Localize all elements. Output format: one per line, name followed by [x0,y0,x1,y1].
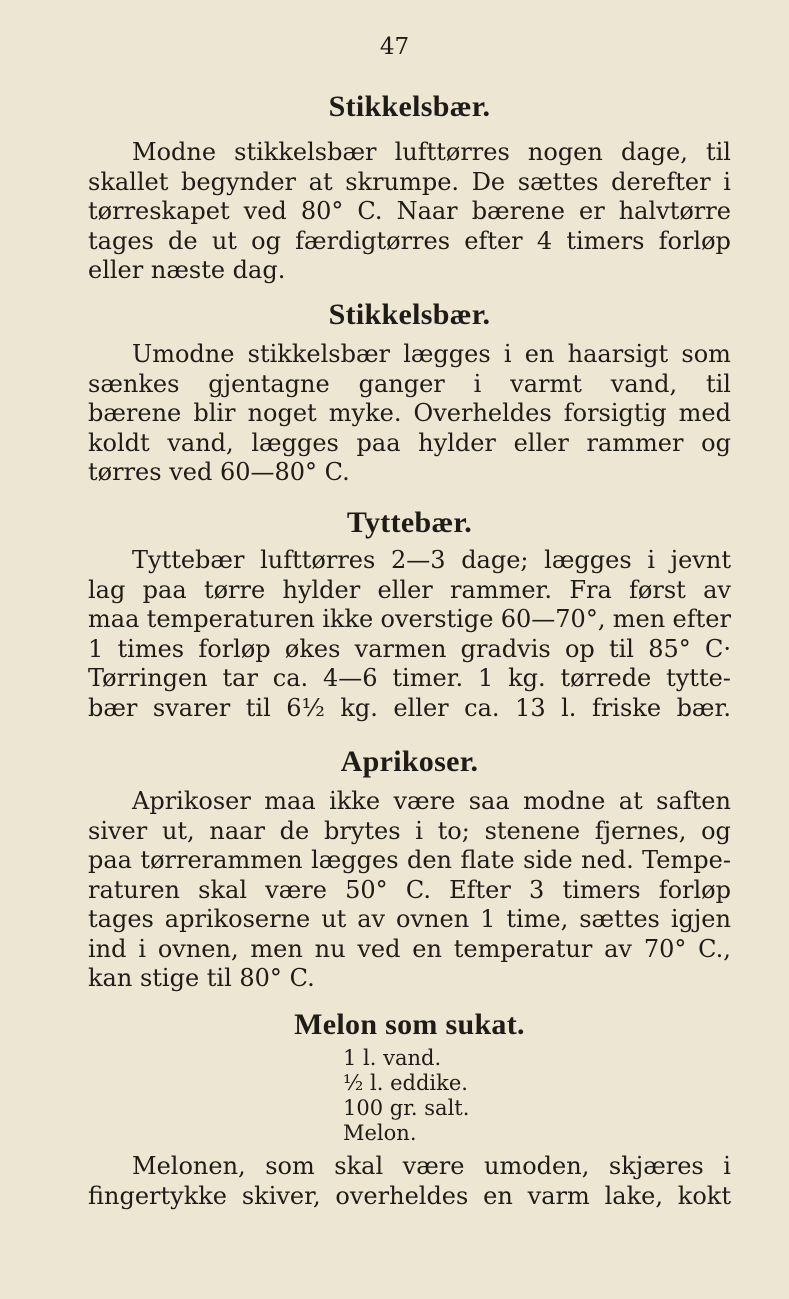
ingredient-item: 1 l. vand. [343,1046,442,1070]
word: til [705,138,731,166]
word: lægges [544,546,632,574]
word: med [678,399,731,427]
word: side [523,846,573,874]
word: C., [698,934,731,963]
word: to; [437,816,470,845]
word: paa [88,846,132,874]
ingredient-item: 100 gr. salt. [343,1096,470,1120]
word: brytes [323,816,401,845]
text-line: kan stige til 80° C. [88,964,315,992]
word: 85° [648,634,691,663]
section-aprikoser [88,745,731,994]
word: modne [523,787,606,815]
word: Naar [396,197,458,225]
word: temperaturen [146,605,315,633]
word: at [618,787,643,815]
word: til [608,634,634,663]
word: i [415,816,423,845]
word: varm [527,1181,590,1210]
word: hylder [418,428,496,457]
word: haarsigt [567,340,669,368]
word: C. [357,197,383,225]
word: av [357,905,386,933]
word: 13 [515,693,546,722]
word: stenene [484,816,581,845]
text-line [88,935,731,965]
word: vand, [167,428,234,457]
word: til [245,693,271,722]
word: Fra [569,575,612,604]
word: maa [264,787,316,815]
word: færdigtørres [295,226,451,255]
word: skiver, [241,1181,321,1210]
word: maa [88,605,140,633]
word: økes [284,634,341,663]
word: koldt [88,428,150,457]
word: time, [506,905,569,933]
text-line: eller næste dag. [88,256,286,284]
word: Overheldes [413,399,552,427]
text-line [88,905,731,935]
word: ikke [322,605,374,633]
word: av [604,934,632,963]
text-line [88,664,731,694]
word: til [705,369,731,398]
word: tørrede [560,664,652,692]
word: lufttørres [260,546,376,574]
word: umoden, [484,1152,590,1180]
word: rammer. [450,575,553,604]
word: skrumpe. [345,167,460,196]
word: være [402,1152,465,1180]
word: saften [656,787,731,815]
word: timers [566,226,645,255]
word: forsigtig [563,399,667,427]
word: Aprikoser [132,787,251,815]
section-heading: Melon som sukat. [294,1008,525,1041]
word: være [393,787,456,815]
word: vand, [610,369,678,398]
word: i [647,546,655,574]
word: tages [88,226,154,255]
word: lufttørres [394,138,510,166]
word: saa [468,787,510,815]
word: en [524,340,555,368]
word: ikke [329,787,381,815]
word: timer. [392,664,464,692]
word: tørre [203,575,266,604]
word: Efter [449,875,511,904]
text-line [88,694,731,724]
word: forløp [658,875,731,904]
text-line [88,846,731,876]
word: dage, [620,138,688,166]
word: kg. [508,664,546,692]
word: bærene [88,399,182,427]
word: men [250,934,303,963]
word: eller [513,428,569,457]
section-heading: Stikkelsbær. [328,298,491,331]
word: dage; [461,546,529,574]
word: gjentagne [208,369,330,398]
word: De [471,167,506,196]
text-line [88,399,731,429]
word: myke. [328,399,402,427]
word: svarer [152,693,231,722]
word: igjen [670,905,731,933]
word: og [701,816,731,845]
word: de [279,816,310,845]
word: ca. [464,693,500,722]
word: paa [142,575,187,604]
word: fingertykke [88,1181,227,1210]
word: begynder [181,167,297,196]
word: Tørringen [88,664,208,692]
word: fjernes, [594,816,687,845]
word: lægges [311,846,399,874]
word: eller [377,575,433,604]
word: av [703,575,731,604]
word: overstige [380,605,494,633]
text-line [88,138,731,168]
text-line [88,876,731,906]
word: skjæres [608,1152,704,1180]
section-stikkelsbaer-modne [88,90,731,286]
word: skallet [88,167,169,196]
section-melon-som-sukat [88,1008,731,1211]
word: i [473,369,482,398]
word: Tempe- [642,846,731,874]
word: 3 [529,875,545,904]
section-heading: Tyttebær. [346,506,473,539]
section-heading: Stikkelsbær. [328,90,491,123]
word: ca. [272,664,309,692]
word: lægges [403,340,491,368]
word: 4 [536,226,553,255]
word: først [629,575,686,604]
word: 1 [480,905,496,933]
word: derefter [611,167,711,196]
word: ovnen, [157,934,239,963]
word: times [117,634,185,663]
word: i [503,340,512,368]
text-line [88,197,731,227]
word: en [412,934,442,963]
word: C· [705,634,731,663]
text-line [88,576,731,606]
word: hylder [282,575,361,604]
text-line [88,340,731,370]
word: de [168,226,198,255]
word: som [681,340,731,368]
word: kg. [340,693,378,722]
word: timers [562,875,641,904]
word: stikkelsbær [247,340,390,368]
word: 70° [643,934,687,963]
text-line: tørres ved 60—80° C. [88,458,350,486]
word: tytte- [666,664,731,692]
section-stikkelsbaer-umodne [88,298,731,488]
text-line [88,370,731,400]
word: og [701,428,731,457]
word: forløp [658,226,731,255]
word: siver [88,816,148,845]
word: forløp [198,634,271,663]
text-line [88,227,731,257]
word: naar [209,816,265,845]
word: lake, [604,1181,663,1210]
word: 1 [88,634,104,663]
section-tyttebaer [88,506,731,723]
word: friske [591,693,662,722]
word: aprikoserne [164,905,311,933]
word: Umodne [132,340,235,368]
word: 80° [300,197,344,225]
word: noget [247,399,317,427]
word: nu [314,934,346,963]
word: bær. [676,693,731,722]
text-line [88,635,731,665]
word: raturen [88,875,181,904]
word: ved [243,197,287,225]
word: flate [460,846,515,874]
word: kokt [677,1181,731,1210]
word: 6½ [286,693,325,722]
word: tar [222,664,258,692]
word: 1 [477,664,494,692]
word: blir [193,399,236,427]
word: 2—3 [390,546,446,574]
word: gradvis [460,634,551,663]
text-line [88,546,731,576]
word: bær [88,693,138,722]
word: en [483,1181,513,1210]
word: Melonen, [132,1152,246,1180]
word: ned. [581,846,634,874]
ingredient-item: ½ l. eddike. [343,1071,468,1095]
word: Modne [132,138,217,166]
word: ganger [358,369,445,398]
text-line [88,605,731,635]
word: ved [357,934,401,963]
word: paa [356,428,401,457]
word: ut [321,905,347,933]
word: ut [211,226,237,255]
word: ind [88,934,127,963]
word: tørreskapet [88,197,230,225]
word: varmt [510,369,582,398]
word: efter [672,605,731,633]
word: halvtørre [618,197,731,225]
text-line [88,429,731,459]
text-line [88,1152,731,1182]
word: tages [88,905,154,933]
section-heading: Aprikoser. [340,745,479,778]
word: nogen [527,138,603,166]
word: i [138,934,146,963]
word: tørrerammen [140,846,303,874]
word: er [578,197,605,225]
word: i [723,1152,731,1180]
ingredient-list [343,1046,731,1146]
word: Tyttebær [132,546,245,574]
word: stikkelsbær [234,138,377,166]
word: den [406,846,453,874]
text-line [88,787,731,817]
word: og [251,226,281,255]
word: jevnt [670,546,731,574]
word: varmen [354,634,447,663]
word: bærene [471,197,565,225]
word: C. [405,875,431,904]
text-line [88,1182,731,1212]
text-line [88,168,731,198]
text-line [88,817,731,847]
word: 50° [345,875,388,904]
word: eller [393,693,449,722]
word: op [564,634,595,663]
word: efter [464,226,523,255]
word: sænkes [88,369,180,398]
word: men [612,605,666,633]
word: sættes [579,905,660,933]
word: ut, [161,816,195,845]
word: overheldes [335,1181,469,1210]
word: rammer [586,428,684,457]
word: temperatur [453,934,593,963]
word: være [265,875,327,904]
word: l. [561,693,577,722]
word: i [723,167,731,196]
ingredient-item: Melon. [343,1121,417,1145]
word: at [308,167,333,196]
word: skal [334,1152,384,1180]
word: lægges [251,428,339,457]
word: lag [88,575,126,604]
page-number: 47 [379,34,410,60]
word: 60—70°, [500,605,606,633]
word: 4—6 [323,664,378,692]
word: skal [198,875,248,904]
word: som [265,1152,315,1180]
word: ovnen [396,905,470,933]
word: sættes [517,167,599,196]
